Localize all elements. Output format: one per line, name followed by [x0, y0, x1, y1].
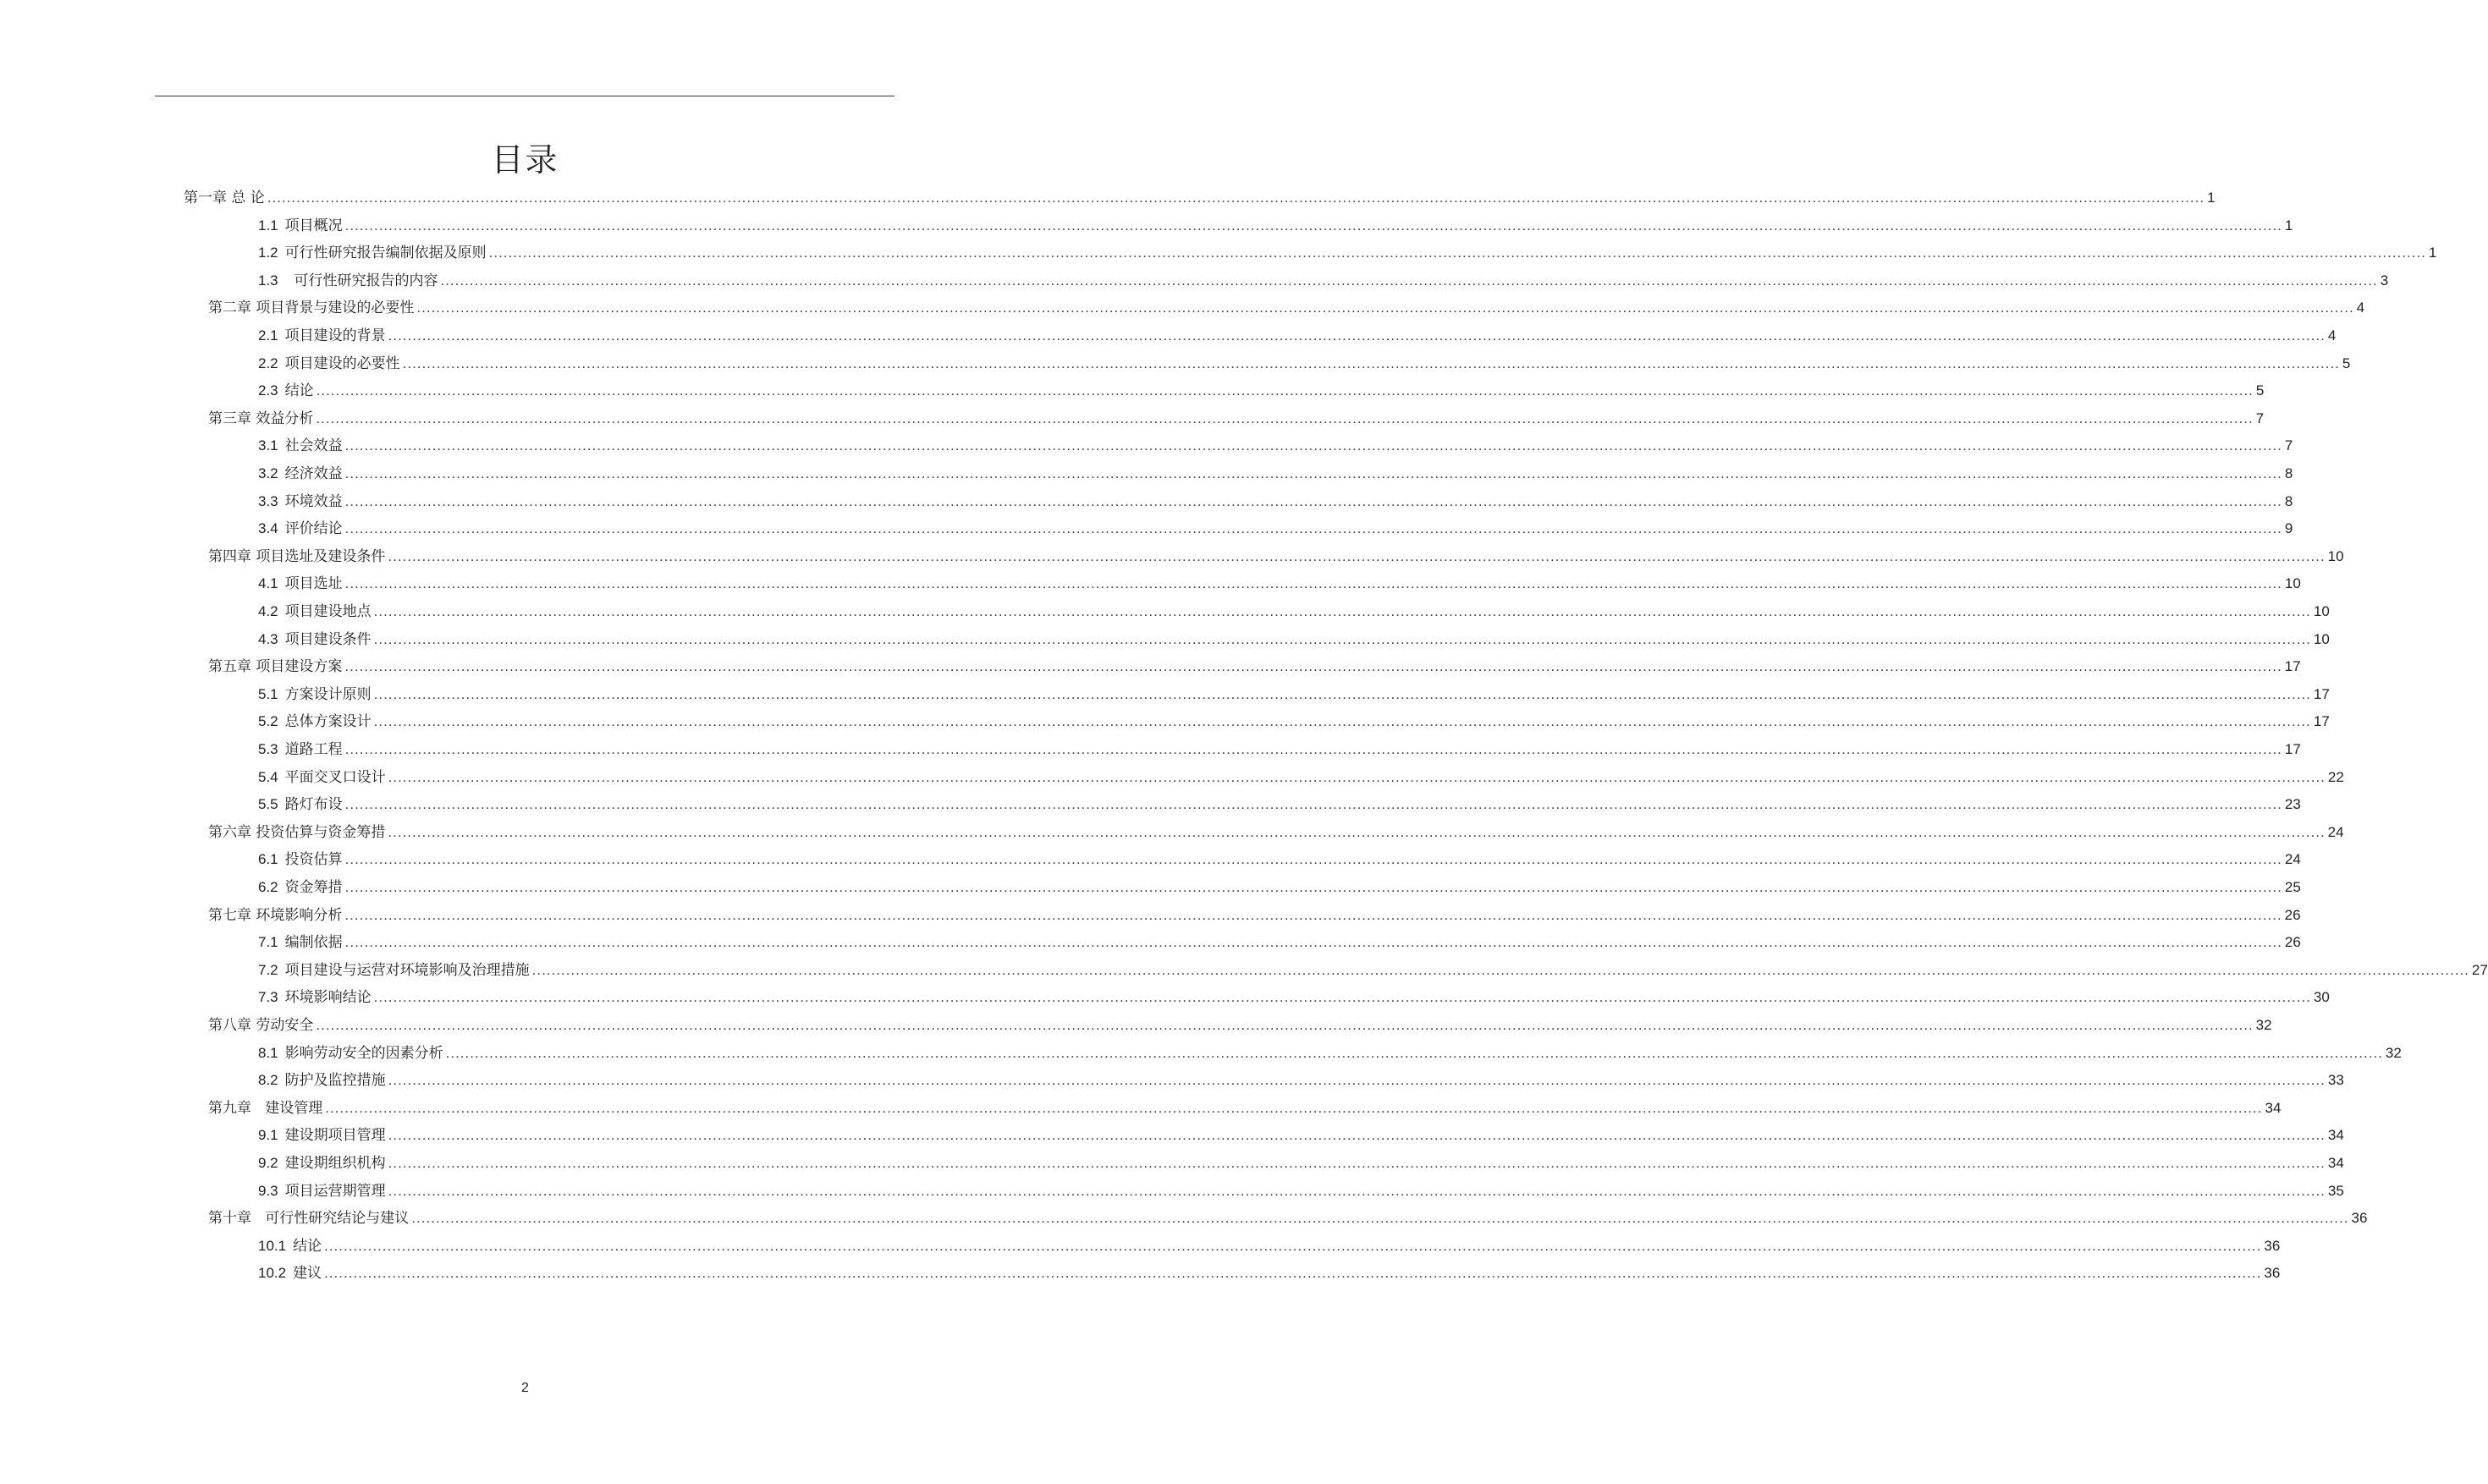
toc-page-number: 10 [2284, 575, 2301, 592]
toc-page-number: 4 [2327, 327, 2337, 344]
toc-entry-number: 3.1 [258, 437, 278, 454]
toc-page-number: 10 [2313, 603, 2330, 619]
toc-entry-text: 方案设计原则 [284, 685, 372, 703]
toc-entry-label [258, 570, 343, 598]
toc-entry-text: 环境影响结论 [284, 989, 372, 1007]
toc-section-entry[interactable] [258, 570, 2301, 598]
toc-entry-text: 结论 [293, 1237, 322, 1255]
toc-entry-label [258, 322, 386, 350]
toc-section-entry[interactable] [258, 267, 2389, 295]
toc-dot-leader: ................................................................................................................................................................................................................................................................................................................................................................................................................ [388, 823, 2326, 840]
toc-chapter-entry[interactable] [208, 1205, 2368, 1233]
toc-entry-text: 建议 [293, 1265, 322, 1283]
toc-dot-leader: ................................................................................................................................................................................................................................................................................................................................................................................................................ [344, 465, 2282, 481]
toc-entry-label [258, 984, 372, 1012]
toc-page-number: 10 [2313, 630, 2330, 647]
toc-entry-text: 结论 [284, 382, 314, 400]
toc-page-number: 26 [2284, 906, 2301, 923]
toc-page-number: 34 [2327, 1155, 2344, 1171]
toc-dot-leader: ................................................................................................................................................................................................................................................................................................................................................................................................................ [388, 768, 2326, 785]
toc-entry-text: 道路工程 [284, 741, 343, 758]
toc-section-entry[interactable] [258, 791, 2301, 819]
toc-dot-leader: ................................................................................................................................................................................................................................................................................................................................................................................................................ [324, 1237, 2262, 1254]
toc-page-number: 35 [2327, 1182, 2344, 1199]
toc-entry-text: 建设期项目管理 [284, 1127, 386, 1145]
toc-entry-text: 编制依据 [284, 934, 343, 952]
toc-dot-leader: ................................................................................................................................................................................................................................................................................................................................................................................................................ [344, 492, 2282, 509]
toc-page-number: 32 [2385, 1044, 2402, 1061]
toc-section-entry[interactable] [258, 432, 2293, 460]
toc-section-entry[interactable] [258, 1233, 2281, 1261]
toc-section-entry[interactable] [258, 598, 2330, 626]
toc-dot-leader: ................................................................................................................................................................................................................................................................................................................................................................................................................ [388, 327, 2326, 344]
toc-entry-text: 项目运营期管理 [284, 1182, 386, 1200]
toc-page-number: 17 [2313, 713, 2330, 730]
toc-entry-text: 第八章 劳动安全 [208, 1017, 314, 1034]
toc-section-entry[interactable] [258, 681, 2330, 709]
toc-chapter-entry[interactable] [208, 405, 2265, 433]
toc-entry-text: 项目建设与运营对环境影响及治理措施 [284, 961, 530, 979]
toc-entry-number: 8.2 [258, 1072, 278, 1089]
toc-dot-leader: ................................................................................................................................................................................................................................................................................................................................................................................................................ [344, 934, 2282, 951]
toc-page-number: 25 [2284, 879, 2301, 895]
toc-page-number: 22 [2327, 768, 2344, 785]
toc-chapter-entry[interactable] [208, 543, 2344, 571]
toc-page-number: 17 [2284, 741, 2301, 757]
toc-entry-number: 7.3 [258, 989, 278, 1006]
toc-entry-label [258, 488, 343, 516]
toc-entry-label [258, 1260, 322, 1288]
toc-dot-leader: ................................................................................................................................................................................................................................................................................................................................................................................................................ [344, 520, 2282, 537]
toc-entry-number: 5.2 [258, 713, 278, 730]
toc-entry-label [258, 874, 343, 902]
toc-dot-leader: ................................................................................................................................................................................................................................................................................................................................................................................................................ [445, 1044, 2383, 1061]
toc-entry-label [208, 1205, 409, 1233]
toc-dot-leader: ................................................................................................................................................................................................................................................................................................................................................................................................................ [344, 741, 2282, 757]
toc-dot-leader: ................................................................................................................................................................................................................................................................................................................................................................................................................ [344, 851, 2282, 868]
toc-entry-label [208, 653, 342, 681]
toc-page-number: 1 [2428, 245, 2437, 261]
toc-dot-leader: ................................................................................................................................................................................................................................................................................................................................................................................................................ [325, 1099, 2263, 1116]
toc-entry-text: 第七章 环境影响分析 [208, 906, 343, 924]
toc-entry-number: 7.2 [258, 961, 278, 978]
toc-page-number: 17 [2313, 685, 2330, 702]
toc-page-number: 23 [2284, 796, 2301, 813]
toc-entry-text: 项目建设的必要性 [284, 355, 400, 372]
toc-section-entry[interactable] [258, 626, 2330, 654]
toc-entry-label [258, 377, 314, 405]
toc-entry-number: 5.4 [258, 768, 278, 785]
toc-entry-text: 项目概况 [284, 217, 343, 234]
toc-page-number: 27 [2471, 961, 2488, 978]
toc-dot-leader: ................................................................................................................................................................................................................................................................................................................................................................................................................ [344, 906, 2282, 923]
toc-entry-text: 项目选址 [284, 575, 343, 593]
toc-page-number: 1 [2207, 190, 2216, 206]
toc-page-number: 8 [2284, 492, 2293, 509]
toc-section-entry[interactable] [258, 957, 2488, 985]
toc-entry-text: 可行性研究报告的内容 [284, 272, 438, 289]
toc-entry-label [208, 1095, 322, 1123]
toc-section-entry[interactable] [258, 1260, 2281, 1288]
toc-entry-label [258, 1040, 443, 1068]
toc-entry-label [258, 957, 530, 985]
toc-entry-text: 社会效益 [284, 437, 343, 455]
toc-entry-number: 2.1 [258, 327, 278, 344]
toc-dot-leader: ................................................................................................................................................................................................................................................................................................................................................................................................................ [388, 547, 2326, 564]
toc-dot-leader: ................................................................................................................................................................................................................................................................................................................................................................................................................ [373, 685, 2311, 702]
toc-dot-leader: ................................................................................................................................................................................................................................................................................................................................................................................................................ [267, 190, 2205, 206]
toc-section-entry[interactable] [258, 350, 2351, 378]
toc-dot-leader: ................................................................................................................................................................................................................................................................................................................................................................................................................ [344, 796, 2282, 813]
toc-dot-leader: ................................................................................................................................................................................................................................................................................................................................................................................................................ [411, 1210, 2349, 1227]
toc-entry-text: 第五章 项目建设方案 [208, 658, 343, 676]
toc-entry-text: 第二章 项目背景与建设的必要性 [208, 300, 415, 317]
toc-entry-label [258, 350, 400, 378]
toc-entry-number: 9.2 [258, 1155, 278, 1171]
toc-entry-text: 第一章 总 论 [184, 190, 265, 206]
toc-section-entry[interactable] [258, 322, 2337, 350]
toc-entry-text: 经济效益 [284, 465, 343, 482]
toc-entry-label [258, 1122, 386, 1150]
toc-dot-leader: ................................................................................................................................................................................................................................................................................................................................................................................................................ [316, 1017, 2254, 1033]
toc-page-number: 1 [2284, 217, 2293, 234]
toc-entry-text: 项目建设地点 [284, 603, 372, 620]
toc-dot-leader: ................................................................................................................................................................................................................................................................................................................................................................................................................ [388, 1072, 2326, 1089]
toc-entry-label [208, 1012, 313, 1040]
toc-page-number: 36 [2264, 1237, 2281, 1254]
toc-entry-number: 3.4 [258, 520, 278, 537]
toc-page-number: 33 [2327, 1072, 2344, 1089]
toc-page-number: 34 [2265, 1099, 2282, 1116]
toc-section-entry[interactable] [258, 1122, 2344, 1150]
toc-section-entry[interactable] [258, 929, 2301, 957]
toc-page-number: 3 [2380, 272, 2389, 289]
toc-dot-leader: ................................................................................................................................................................................................................................................................................................................................................................................................................ [324, 1265, 2262, 1282]
toc-entry-number: 3.2 [258, 465, 278, 481]
toc-section-entry[interactable] [258, 984, 2330, 1012]
toc-entry-number: 7.1 [258, 934, 278, 951]
toc-dot-leader: ................................................................................................................................................................................................................................................................................................................................................................................................................ [416, 300, 2354, 316]
toc-entry-number: 5.3 [258, 741, 278, 757]
toc-section-entry[interactable] [258, 515, 2293, 543]
toc-entry-number: 2.3 [258, 382, 278, 399]
toc-dot-leader: ................................................................................................................................................................................................................................................................................................................................................................................................................ [316, 382, 2254, 399]
toc-entry-label [258, 929, 343, 957]
toc-entry-text: 资金筹措 [284, 879, 343, 896]
toc-entry-label [184, 184, 265, 212]
toc-page-number: 24 [2284, 851, 2301, 868]
toc-entry-text: 评价结论 [284, 520, 343, 538]
toc-entry-label [258, 736, 343, 764]
toc-entry-number: 1.3 [258, 272, 278, 289]
toc-entry-number: 9.1 [258, 1127, 278, 1144]
toc-page-number: 4 [2356, 300, 2365, 316]
toc-page-number: 32 [2255, 1017, 2272, 1033]
toc-entry-label [258, 791, 343, 819]
toc-entry-number: 4.3 [258, 630, 278, 647]
toc-entry-text: 可行性研究报告编制依据及原则 [284, 245, 487, 262]
toc-entry-number: 1.1 [258, 217, 278, 234]
toc-entry-number: 5.1 [258, 685, 278, 702]
toc-dot-leader: ................................................................................................................................................................................................................................................................................................................................................................................................................ [373, 989, 2311, 1006]
toc-section-entry[interactable] [258, 460, 2293, 488]
toc-entry-label [258, 460, 343, 488]
toc-entry-label [258, 432, 343, 460]
toc-dot-leader: ................................................................................................................................................................................................................................................................................................................................................................................................................ [344, 437, 2282, 454]
toc-entry-text: 项目建设的背景 [284, 327, 386, 344]
toc-entry-label [258, 764, 386, 792]
toc-entry-label [258, 626, 372, 654]
toc-chapter-entry[interactable] [208, 1095, 2282, 1123]
toc-entry-text: 第六章 投资估算与资金筹措 [208, 823, 386, 841]
toc-section-entry[interactable] [258, 1067, 2344, 1095]
toc-entry-number: 1.2 [258, 245, 278, 261]
toc-entry-text: 路灯布设 [284, 796, 343, 814]
toc-entry-text: 防护及监控措施 [284, 1072, 386, 1090]
toc-entry-number: 6.2 [258, 879, 278, 895]
toc-entry-label [208, 543, 385, 571]
toc-entry-text: 总体方案设计 [284, 713, 372, 731]
toc-dot-leader: ................................................................................................................................................................................................................................................................................................................................................................................................................ [531, 961, 2469, 978]
toc-entry-number: 4.2 [258, 603, 278, 619]
toc-entry-text: 建设期组织机构 [284, 1155, 386, 1172]
toc-section-entry[interactable] [258, 846, 2301, 874]
toc-dot-leader: ................................................................................................................................................................................................................................................................................................................................................................................................................ [344, 658, 2282, 675]
toc-dot-leader: ................................................................................................................................................................................................................................................................................................................................................................................................................ [344, 217, 2282, 234]
toc-page-number: 24 [2327, 823, 2344, 840]
toc-entry-number: 6.1 [258, 851, 278, 868]
toc-entry-label [258, 1067, 386, 1095]
toc-entry-number: 10.1 [258, 1237, 287, 1254]
toc-entry-number: 4.1 [258, 575, 278, 592]
toc-entry-number: 10.2 [258, 1265, 287, 1282]
toc-entry-label [258, 1150, 386, 1178]
toc-entry-text: 环境效益 [284, 492, 343, 510]
toc-dot-leader: ................................................................................................................................................................................................................................................................................................................................................................................................................ [344, 879, 2282, 895]
toc-entry-label [258, 515, 343, 543]
toc-page-number: 10 [2327, 547, 2344, 564]
toc-section-entry[interactable] [258, 874, 2301, 902]
toc-entry-label [258, 846, 343, 874]
toc-entry-label [258, 1178, 386, 1206]
toc-entry-label [258, 239, 487, 267]
toc-entry-number: 9.3 [258, 1182, 278, 1199]
page-title: 目录 [491, 141, 559, 179]
toc-dot-leader: ................................................................................................................................................................................................................................................................................................................................................................................................................ [402, 355, 2340, 371]
toc-entry-number: 2.2 [258, 355, 278, 371]
toc-dot-leader: ................................................................................................................................................................................................................................................................................................................................................................................................................ [388, 1127, 2326, 1144]
toc-dot-leader: ................................................................................................................................................................................................................................................................................................................................................................................................................ [373, 603, 2311, 619]
toc-chapter-entry[interactable] [184, 184, 2216, 212]
toc-entry-text: 投资估算 [284, 851, 343, 869]
toc-entry-label [208, 405, 313, 433]
toc-page-number: 34 [2327, 1127, 2344, 1144]
toc-entry-text: 项目建设条件 [284, 630, 372, 648]
page-number: 2 [521, 1381, 529, 1395]
toc-page-number: 36 [2351, 1210, 2368, 1227]
toc-section-entry[interactable] [258, 377, 2265, 405]
toc-entry-label [258, 212, 343, 240]
toc-chapter-entry[interactable] [208, 653, 2301, 681]
toc-chapter-entry[interactable] [208, 294, 2365, 322]
toc-section-entry[interactable] [258, 212, 2293, 240]
toc-dot-leader: ................................................................................................................................................................................................................................................................................................................................................................................................................ [373, 630, 2311, 647]
toc-section-entry[interactable] [258, 1040, 2402, 1068]
toc-dot-leader: ................................................................................................................................................................................................................................................................................................................................................................................................................ [388, 1155, 2326, 1171]
toc-entry-label [258, 267, 438, 295]
toc-chapter-entry[interactable] [208, 819, 2344, 847]
toc-page-number: 7 [2255, 409, 2265, 426]
toc-page-number: 9 [2284, 520, 2293, 537]
toc-page-number: 7 [2284, 437, 2293, 454]
toc-entry-label [258, 1233, 322, 1261]
toc-page-number: 36 [2264, 1265, 2281, 1282]
toc-dot-leader: ................................................................................................................................................................................................................................................................................................................................................................................................................ [488, 245, 2426, 261]
toc-section-entry[interactable] [258, 488, 2293, 516]
toc-dot-leader: ................................................................................................................................................................................................................................................................................................................................................................................................................ [373, 713, 2311, 730]
toc-entry-number: 8.1 [258, 1044, 278, 1061]
toc-entry-label [208, 294, 414, 322]
toc-chapter-entry[interactable] [208, 902, 2301, 930]
toc-entry-label [208, 819, 385, 847]
toc-entry-label [258, 708, 372, 736]
toc-dot-leader: ................................................................................................................................................................................................................................................................................................................................................................................................................ [440, 272, 2378, 289]
toc-page-number: 5 [2342, 355, 2351, 371]
toc-entry-number: 5.5 [258, 796, 278, 813]
toc-dot-leader: ................................................................................................................................................................................................................................................................................................................................................................................................................ [316, 409, 2254, 426]
toc-section-entry[interactable] [258, 708, 2330, 736]
toc-entry-number: 3.3 [258, 492, 278, 509]
toc-page-number: 5 [2255, 382, 2265, 399]
toc-page-number: 17 [2284, 658, 2301, 675]
toc-entry-text: 第四章 项目选址及建设条件 [208, 547, 386, 565]
toc-entry-text: 第十章 可行性研究结论与建议 [208, 1210, 410, 1228]
toc-entry-label [208, 902, 342, 930]
toc-chapter-entry[interactable] [208, 1012, 2272, 1040]
toc-section-entry[interactable] [258, 764, 2344, 792]
toc-section-entry[interactable] [258, 736, 2301, 764]
toc-section-entry[interactable] [258, 1150, 2344, 1178]
toc-entry-label [258, 598, 372, 626]
toc-entry-text: 第三章 效益分析 [208, 409, 314, 427]
toc-section-entry[interactable] [258, 239, 2437, 267]
toc-entry-label [258, 681, 372, 709]
toc-section-entry[interactable] [258, 1178, 2344, 1206]
toc-page-number: 30 [2313, 989, 2330, 1006]
toc-entry-text: 影响劳动安全的因素分析 [284, 1044, 443, 1062]
toc-dot-leader: ................................................................................................................................................................................................................................................................................................................................................................................................................ [344, 575, 2282, 592]
toc-page-number: 26 [2284, 934, 2301, 951]
toc-entry-text: 第九章 建设管理 [208, 1099, 323, 1117]
toc-page-number: 8 [2284, 465, 2293, 481]
toc-entry-text: 平面交叉口设计 [284, 768, 386, 786]
toc-dot-leader: ................................................................................................................................................................................................................................................................................................................................................................................................................ [388, 1182, 2326, 1199]
